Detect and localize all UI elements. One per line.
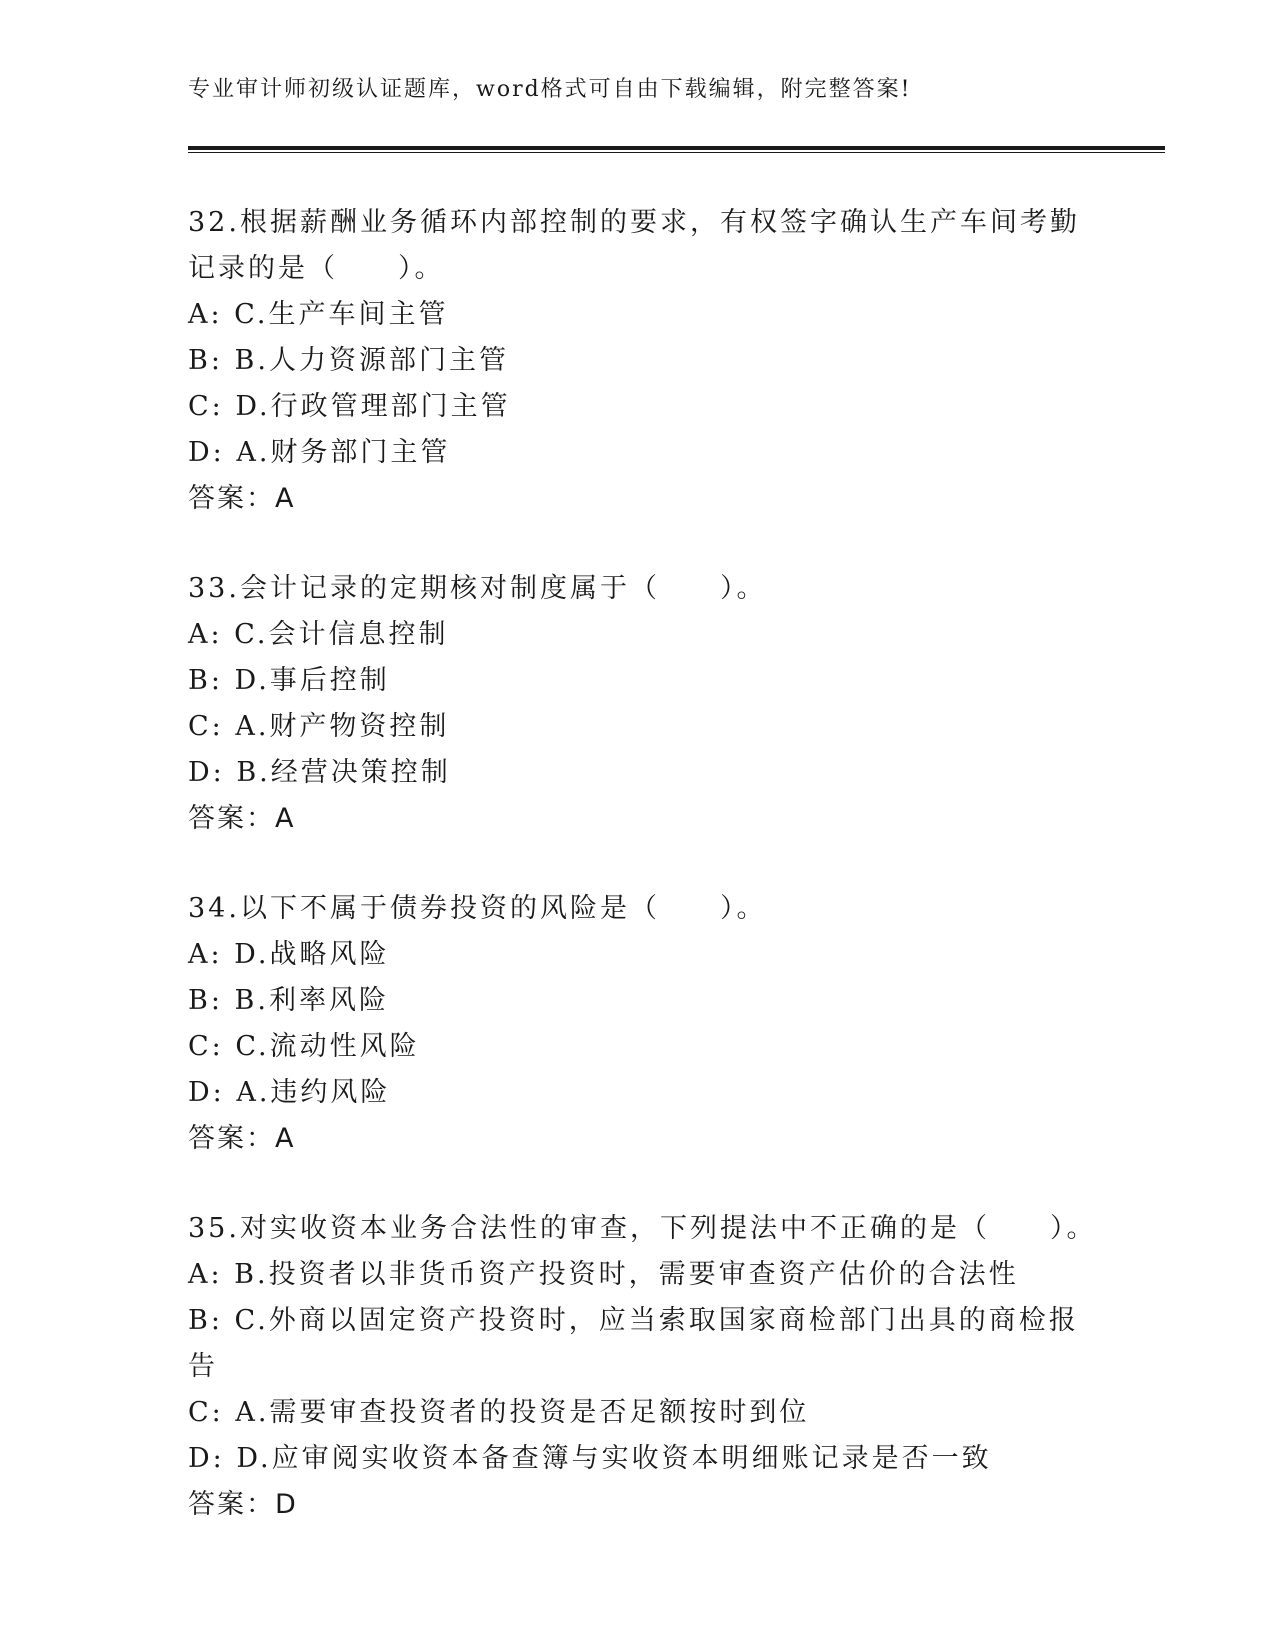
question-list <box>188 200 1108 1528</box>
option-b: B: D.事后控制 <box>188 665 390 696</box>
option-a: A: C.会计信息控制 <box>188 619 449 650</box>
question-text: 33.会计记录的定期核对制度属于（ ）。 <box>188 573 767 604</box>
answer: 答案：A <box>188 1123 296 1154</box>
spacer <box>188 842 1108 886</box>
question-33 <box>188 566 1108 842</box>
option-d: D: A.违约风险 <box>188 1077 391 1108</box>
question-text: 35.对实收资本业务合法性的审查，下列提法中不正确的是（ ）。 <box>188 1213 1097 1244</box>
option-d: D: D.应审阅实收资本备查簿与实收资本明细账记录是否一致 <box>188 1443 992 1474</box>
option-d: D: A.财务部门主管 <box>188 437 451 468</box>
question-35 <box>188 1206 1108 1528</box>
spacer <box>188 522 1108 566</box>
option-c: C: D.行政管理部门主管 <box>188 391 511 422</box>
option-b: B: B.利率风险 <box>188 985 389 1016</box>
option-d: D: B.经营决策控制 <box>188 757 451 788</box>
question-text: 32.根据薪酬业务循环内部控制的要求，有权签字确认生产车间考勤记录的是（ ）。 <box>188 207 1080 284</box>
option-b: B: C.外商以固定资产投资时，应当索取国家商检部门出具的商检报告 <box>188 1305 1079 1382</box>
spacer <box>188 1162 1108 1206</box>
option-a: A: D.战略风险 <box>188 939 390 970</box>
answer: 答案：A <box>188 483 296 514</box>
document-header: 专业审计师初级认证题库，word格式可自由下载编辑，附完整答案! <box>188 77 912 102</box>
question-34 <box>188 886 1108 1162</box>
option-c: C: C.流动性风险 <box>188 1031 420 1062</box>
question-32 <box>188 200 1108 522</box>
option-b: B: B.人力资源部门主管 <box>188 345 509 376</box>
option-a: A: C.生产车间主管 <box>188 299 449 330</box>
option-c: C: A.需要审查投资者的投资是否足额按时到位 <box>188 1397 810 1428</box>
header-divider <box>188 146 1165 150</box>
answer: 答案：D <box>188 1489 298 1520</box>
answer: 答案：A <box>188 803 296 834</box>
option-a: A: B.投资者以非货币资产投资时，需要审查资产估价的合法性 <box>188 1259 1019 1290</box>
question-text: 34.以下不属于债券投资的风险是（ ）。 <box>188 893 767 924</box>
option-c: C: A.财产物资控制 <box>188 711 450 742</box>
